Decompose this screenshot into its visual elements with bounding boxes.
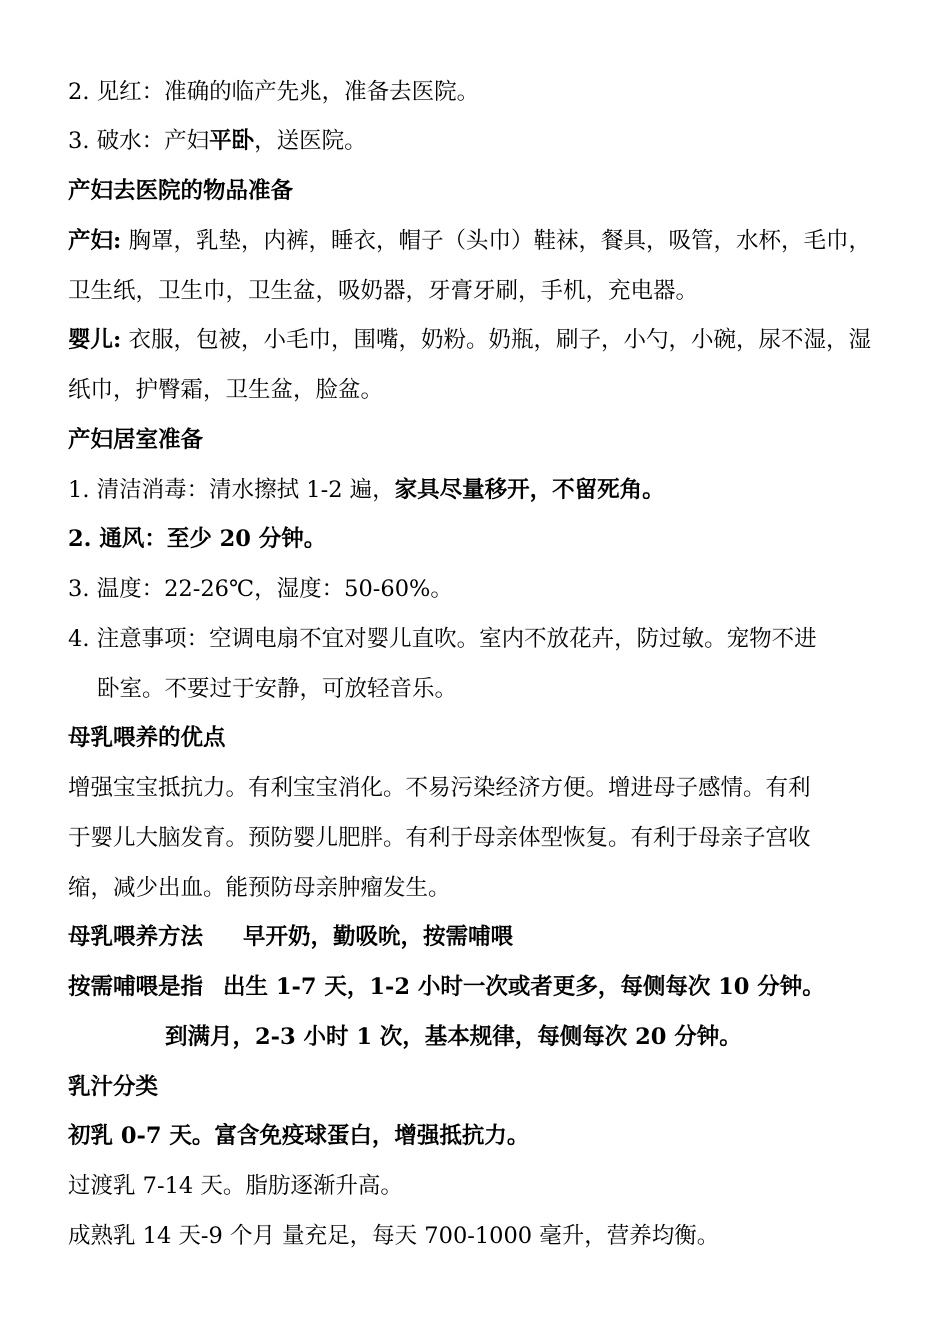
text-run: 衣服，包被，小毛巾，围嘴，奶粉。奶瓶，刷子，小勺，小碗，尿不湿，湿	[121, 327, 871, 353]
mother-label: 产妇:	[68, 228, 122, 254]
on-demand-label: 按需哺喂是指	[68, 974, 204, 1000]
room-ventilation: 2. 通风：至少 20 分钟。	[68, 526, 327, 552]
milk-colostrum: 初乳 0-7 天。富含免疫球蛋白，增强抵抗力。	[68, 1123, 530, 1149]
heading-hospital-items: 产妇去医院的物品准备	[68, 178, 294, 204]
text-run: ，送医院。	[254, 128, 367, 154]
on-demand-line-2: 到满月，2-3 小时 1 次，基本规律，每侧每次 20 分钟。	[165, 1024, 742, 1050]
feeding-method-label: 母乳喂养方法	[68, 924, 204, 950]
on-demand-text: 出生 1-7 天，1-2 小时一次或者更多，每侧每次 10 分钟。	[223, 974, 825, 1000]
mother-items-line-2: 卫生纸，卫生巾，卫生盆，吸奶器，牙膏牙刷，手机，充电器。	[68, 278, 699, 304]
room-temperature: 3. 温度：22-26℃，湿度：50-60%。	[68, 576, 453, 602]
on-demand-line-1	[68, 972, 888, 1002]
benefits-line-3: 缩，减少出血。能预防母亲肿瘤发生。	[68, 875, 451, 901]
mother-items-line-1	[68, 226, 888, 256]
benefits-line-1: 增强宝宝抵抗力。有利宝宝消化。不易污染经济方便。增进母子感情。有利	[68, 775, 811, 801]
milk-transitional: 过渡乳 7-14 天。脂肪逐渐升高。	[68, 1173, 403, 1199]
sign-water-break	[68, 126, 888, 156]
text-run: 3. 破水：产妇	[68, 128, 210, 154]
milk-mature: 成熟乳 14 天-9 个月 量充足，每天 700-1000 毫升，营养均衡。	[68, 1223, 720, 1249]
heading-breastfeeding-benefits: 母乳喂养的优点	[68, 725, 226, 751]
heading-room-prep: 产妇居室准备	[68, 427, 204, 453]
text-run: 1. 清洁消毒：清水擦拭 1-2 遍，	[68, 477, 395, 503]
room-clean	[68, 475, 888, 505]
room-notes-line-1: 4. 注意事项：空调电扇不宜对婴儿直吹。室内不放花卉，防过敏。宠物不进	[68, 626, 817, 652]
benefits-line-2: 于婴儿大脑发育。预防婴儿肥胖。有利于母亲体型恢复。有利于母亲子宫收	[68, 825, 811, 851]
room-notes-line-2: 卧室。不要过于安静，可放轻音乐。	[97, 676, 458, 702]
bold-run: 平卧	[209, 128, 255, 154]
feeding-method-text: 早开奶，勤吸吮，按需哺喂	[243, 924, 514, 950]
text-run: 胸罩，乳垫，内裤，睡衣，帽子（头巾）鞋袜，餐具，吸管，水杯，毛巾，	[121, 228, 871, 254]
heading-milk-types: 乳汁分类	[68, 1074, 159, 1100]
feeding-method	[68, 922, 888, 952]
baby-label: 婴儿:	[68, 327, 122, 353]
sign-bloody-show: 2. 见红：准确的临产先兆，准备去医院。	[68, 79, 480, 105]
baby-items-line-2: 纸巾，护臀霜，卫生盆，脸盆。	[68, 377, 384, 403]
bold-run: 家具尽量移开，不留死角。	[394, 477, 665, 503]
baby-items-line-1	[68, 325, 888, 355]
